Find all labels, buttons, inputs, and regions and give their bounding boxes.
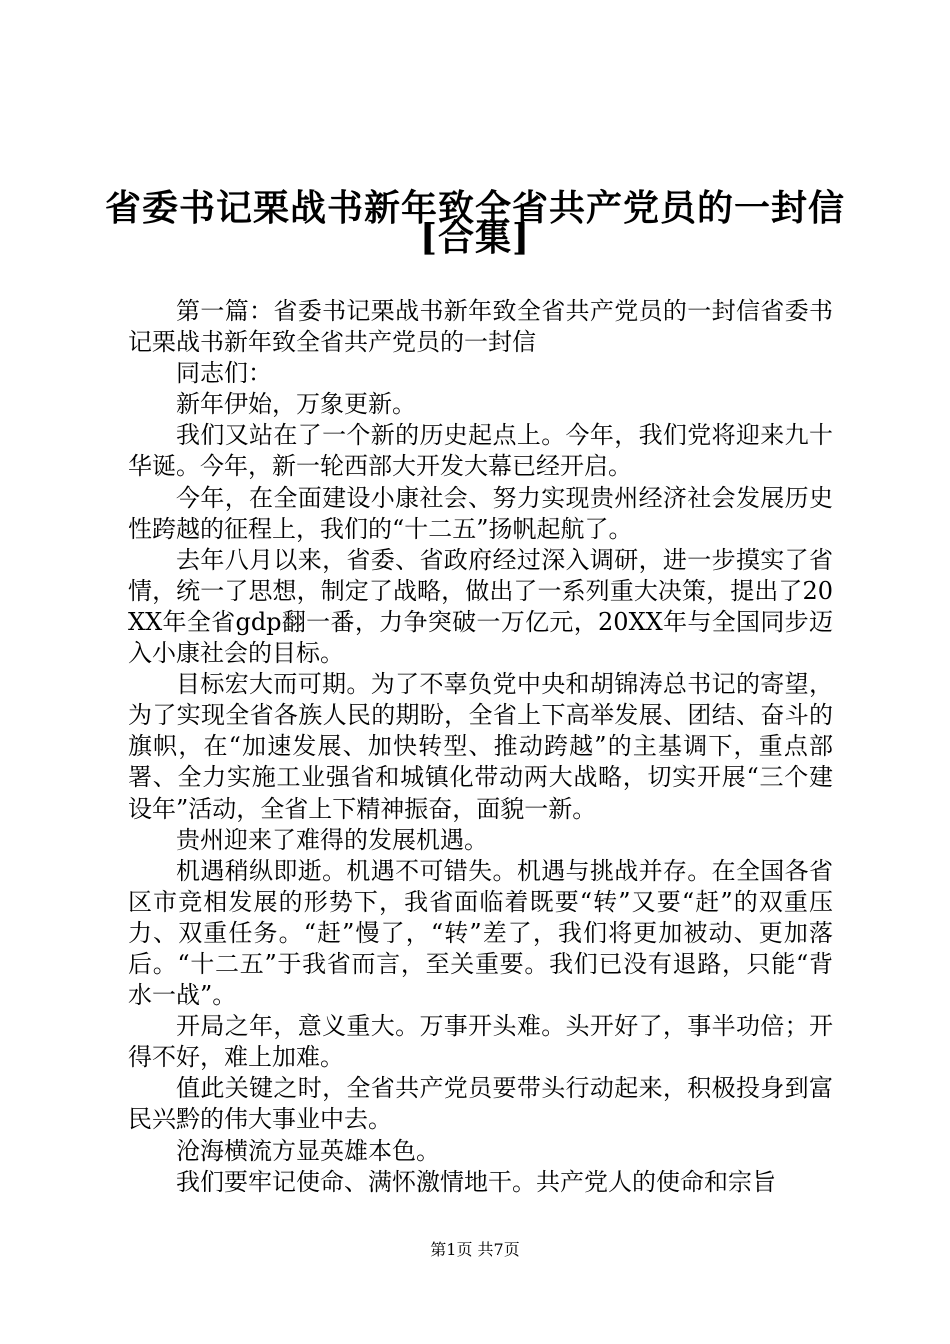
page-footer: 第1页 共7页: [430, 1240, 520, 1259]
paragraph: 开局之年，意义重大。万事开头难。头开好了，事半功倍；开得不好，难上加难。: [128, 1012, 833, 1072]
paragraph: 今年，在全面建设小康社会、努力实现贵州经济社会发展历史性跨越的征程上，我们的“十二五”扬帆起航了。: [128, 483, 833, 543]
paragraph: 贵州迎来了难得的发展机遇。: [176, 825, 488, 854]
paragraph: 我们又站在了一个新的历史起点上。今年，我们党将迎来九十华诞。今年，新一轮西部大开发大幕已经开启。: [128, 421, 833, 481]
document-title-suffix: [合集]: [419, 217, 531, 259]
paragraph: 新年伊始，万象更新。: [176, 390, 416, 419]
paragraph: 机遇稍纵即逝。机遇不可错失。机遇与挑战并存。在全国各省区市竞相发展的形势下，我省面临着既要“转”又要“赶”的双重压力、双重任务。“赶”慢了，“转”差了，我们将更加被动、更加落后。“十二五”于我省而言，至关重要。我们已没有退路，只能“背水一战”。: [128, 856, 833, 1010]
paragraph: 我们要牢记使命、满怀激情地干。共产党人的使命和宗旨: [176, 1167, 776, 1196]
paragraph: 第一篇：省委书记栗战书新年致全省共产党员的一封信省委书记栗战书新年致全省共产党员的一封信: [128, 297, 833, 357]
paragraph: 值此关键之时，全省共产党员要带头行动起来，积极投身到富民兴黔的伟大事业中去。: [128, 1074, 833, 1134]
document-body: [128, 296, 833, 1198]
document-title: 省委书记栗战书新年致全省共产党员的一封信: [104, 187, 845, 229]
paragraph: 沧海横流方显英雄本色。: [176, 1136, 440, 1165]
paragraph: 去年八月以来，省委、省政府经过深入调研，进一步摸实了省情，统一了思想，制定了战略，做出了一系列重大决策，提出了20XX年全省gdp翻一番，力争突破一万亿元，20XX年与全国同步迈入小康社会的目标。: [128, 545, 833, 668]
paragraph: 目标宏大而可期。为了不辜负党中央和胡锦涛总书记的寄望，为了实现全省各族人民的期盼，全省上下高举发展、团结、奋斗的旗帜，在“加速发展、加快转型、推动跨越”的主基调下，重点部署、全力实施工业强省和城镇化带动两大战略，切实开展“三个建设年”活动，全省上下精神振奋，面貌一新。: [128, 670, 833, 823]
paragraph: 同志们：: [176, 359, 272, 388]
